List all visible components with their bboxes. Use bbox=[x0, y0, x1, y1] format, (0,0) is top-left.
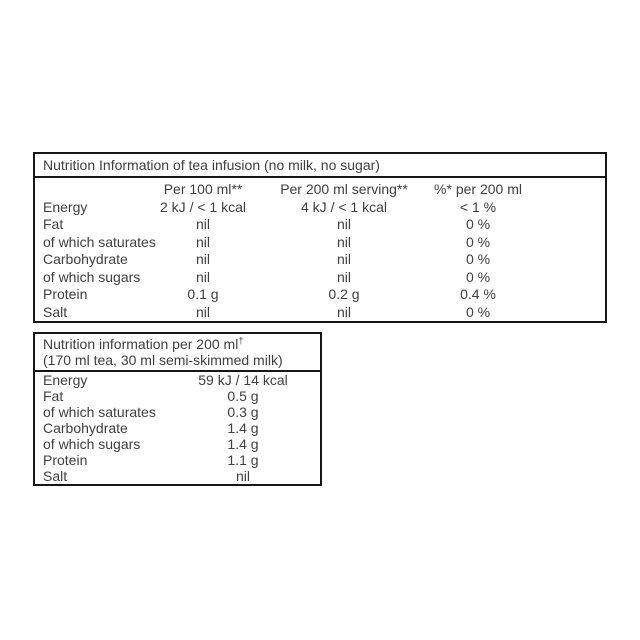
row-per200-value: nil bbox=[336, 303, 351, 320]
row-label: Protein bbox=[43, 452, 88, 468]
row-value: 1.1 g bbox=[227, 452, 259, 468]
row-percent-value: 0 % bbox=[465, 233, 491, 250]
row-per200-value: 0.2 g bbox=[328, 286, 360, 302]
header-per-100ml: Per 100 ml** bbox=[163, 181, 243, 197]
header-empty-cell bbox=[35, 181, 133, 199]
table-row bbox=[35, 404, 320, 420]
row-label: of which saturates bbox=[43, 404, 156, 420]
row-per100-value: 0.1 g bbox=[187, 286, 219, 302]
milk-table-title-text: Nutrition information per 200 ml bbox=[43, 336, 239, 352]
row-per200-value: nil bbox=[336, 216, 351, 232]
row-label: Salt bbox=[43, 303, 68, 320]
row-per100-value: nil bbox=[195, 233, 210, 250]
table-row bbox=[35, 216, 605, 234]
table-row bbox=[35, 436, 320, 452]
table-row bbox=[35, 420, 320, 436]
row-label: of which saturates bbox=[43, 233, 156, 250]
row-label: Energy bbox=[43, 198, 88, 215]
row-label: Salt bbox=[43, 468, 68, 484]
row-percent-value: 0 % bbox=[465, 303, 491, 320]
row-percent-value: 0 % bbox=[465, 268, 491, 285]
header-per-200ml-serving: Per 200 ml serving** bbox=[280, 181, 408, 197]
row-value: 0.3 g bbox=[227, 404, 259, 420]
row-label: Energy bbox=[43, 372, 88, 388]
row-value: 1.4 g bbox=[227, 420, 259, 436]
infusion-nutrition-table bbox=[33, 152, 607, 323]
row-per100-value: nil bbox=[195, 216, 210, 232]
table-row bbox=[35, 304, 605, 322]
table-row bbox=[35, 251, 605, 269]
table-row bbox=[35, 234, 605, 252]
milk-table-subtitle: (170 ml tea, 30 ml semi-skimmed milk) bbox=[43, 352, 283, 368]
table-row bbox=[35, 269, 605, 287]
milk-nutrition-table bbox=[33, 332, 322, 486]
row-per100-value: nil bbox=[195, 251, 210, 267]
row-per200-value: 4 kJ / < 1 kcal bbox=[301, 198, 387, 215]
row-per100-value: 2 kJ / < 1 kcal bbox=[160, 198, 246, 215]
row-value: 59 kJ / 14 kcal bbox=[198, 372, 288, 388]
milk-table-title bbox=[35, 334, 320, 372]
row-label: Protein bbox=[43, 286, 88, 302]
infusion-table-body bbox=[35, 178, 605, 321]
row-value: nil bbox=[235, 468, 250, 484]
table-row bbox=[35, 372, 320, 388]
table-row bbox=[35, 286, 605, 304]
row-per200-value: nil bbox=[336, 268, 351, 285]
row-per100-value: nil bbox=[195, 303, 210, 320]
table-row bbox=[35, 452, 320, 468]
table-row bbox=[35, 388, 320, 404]
row-label: Fat bbox=[43, 388, 64, 404]
row-label: of which sugars bbox=[43, 436, 141, 452]
row-per200-value: nil bbox=[336, 233, 351, 250]
row-label: Carbohydrate bbox=[43, 251, 128, 267]
header-percent-per-200ml: %* per 200 ml bbox=[434, 181, 522, 197]
dagger-footnote-mark: † bbox=[238, 335, 244, 346]
row-percent-value: 0 % bbox=[465, 251, 491, 267]
row-percent-value: < 1 % bbox=[459, 198, 497, 215]
table-row bbox=[35, 199, 605, 217]
milk-table-body bbox=[35, 372, 320, 484]
row-value: 0.5 g bbox=[227, 388, 259, 404]
infusion-header-row bbox=[35, 181, 605, 199]
row-value: 1.4 g bbox=[227, 436, 259, 452]
row-label: Carbohydrate bbox=[43, 420, 128, 436]
row-label: of which sugars bbox=[43, 268, 141, 285]
table-row bbox=[35, 468, 320, 484]
row-per100-value: nil bbox=[195, 268, 210, 285]
row-percent-value: 0 % bbox=[465, 216, 491, 232]
row-label: Fat bbox=[43, 216, 64, 232]
row-per200-value: nil bbox=[336, 251, 351, 267]
infusion-table-title: Nutrition Information of tea infusion (no milk, no sugar) bbox=[35, 154, 605, 178]
row-percent-value: 0.4 % bbox=[460, 286, 496, 302]
